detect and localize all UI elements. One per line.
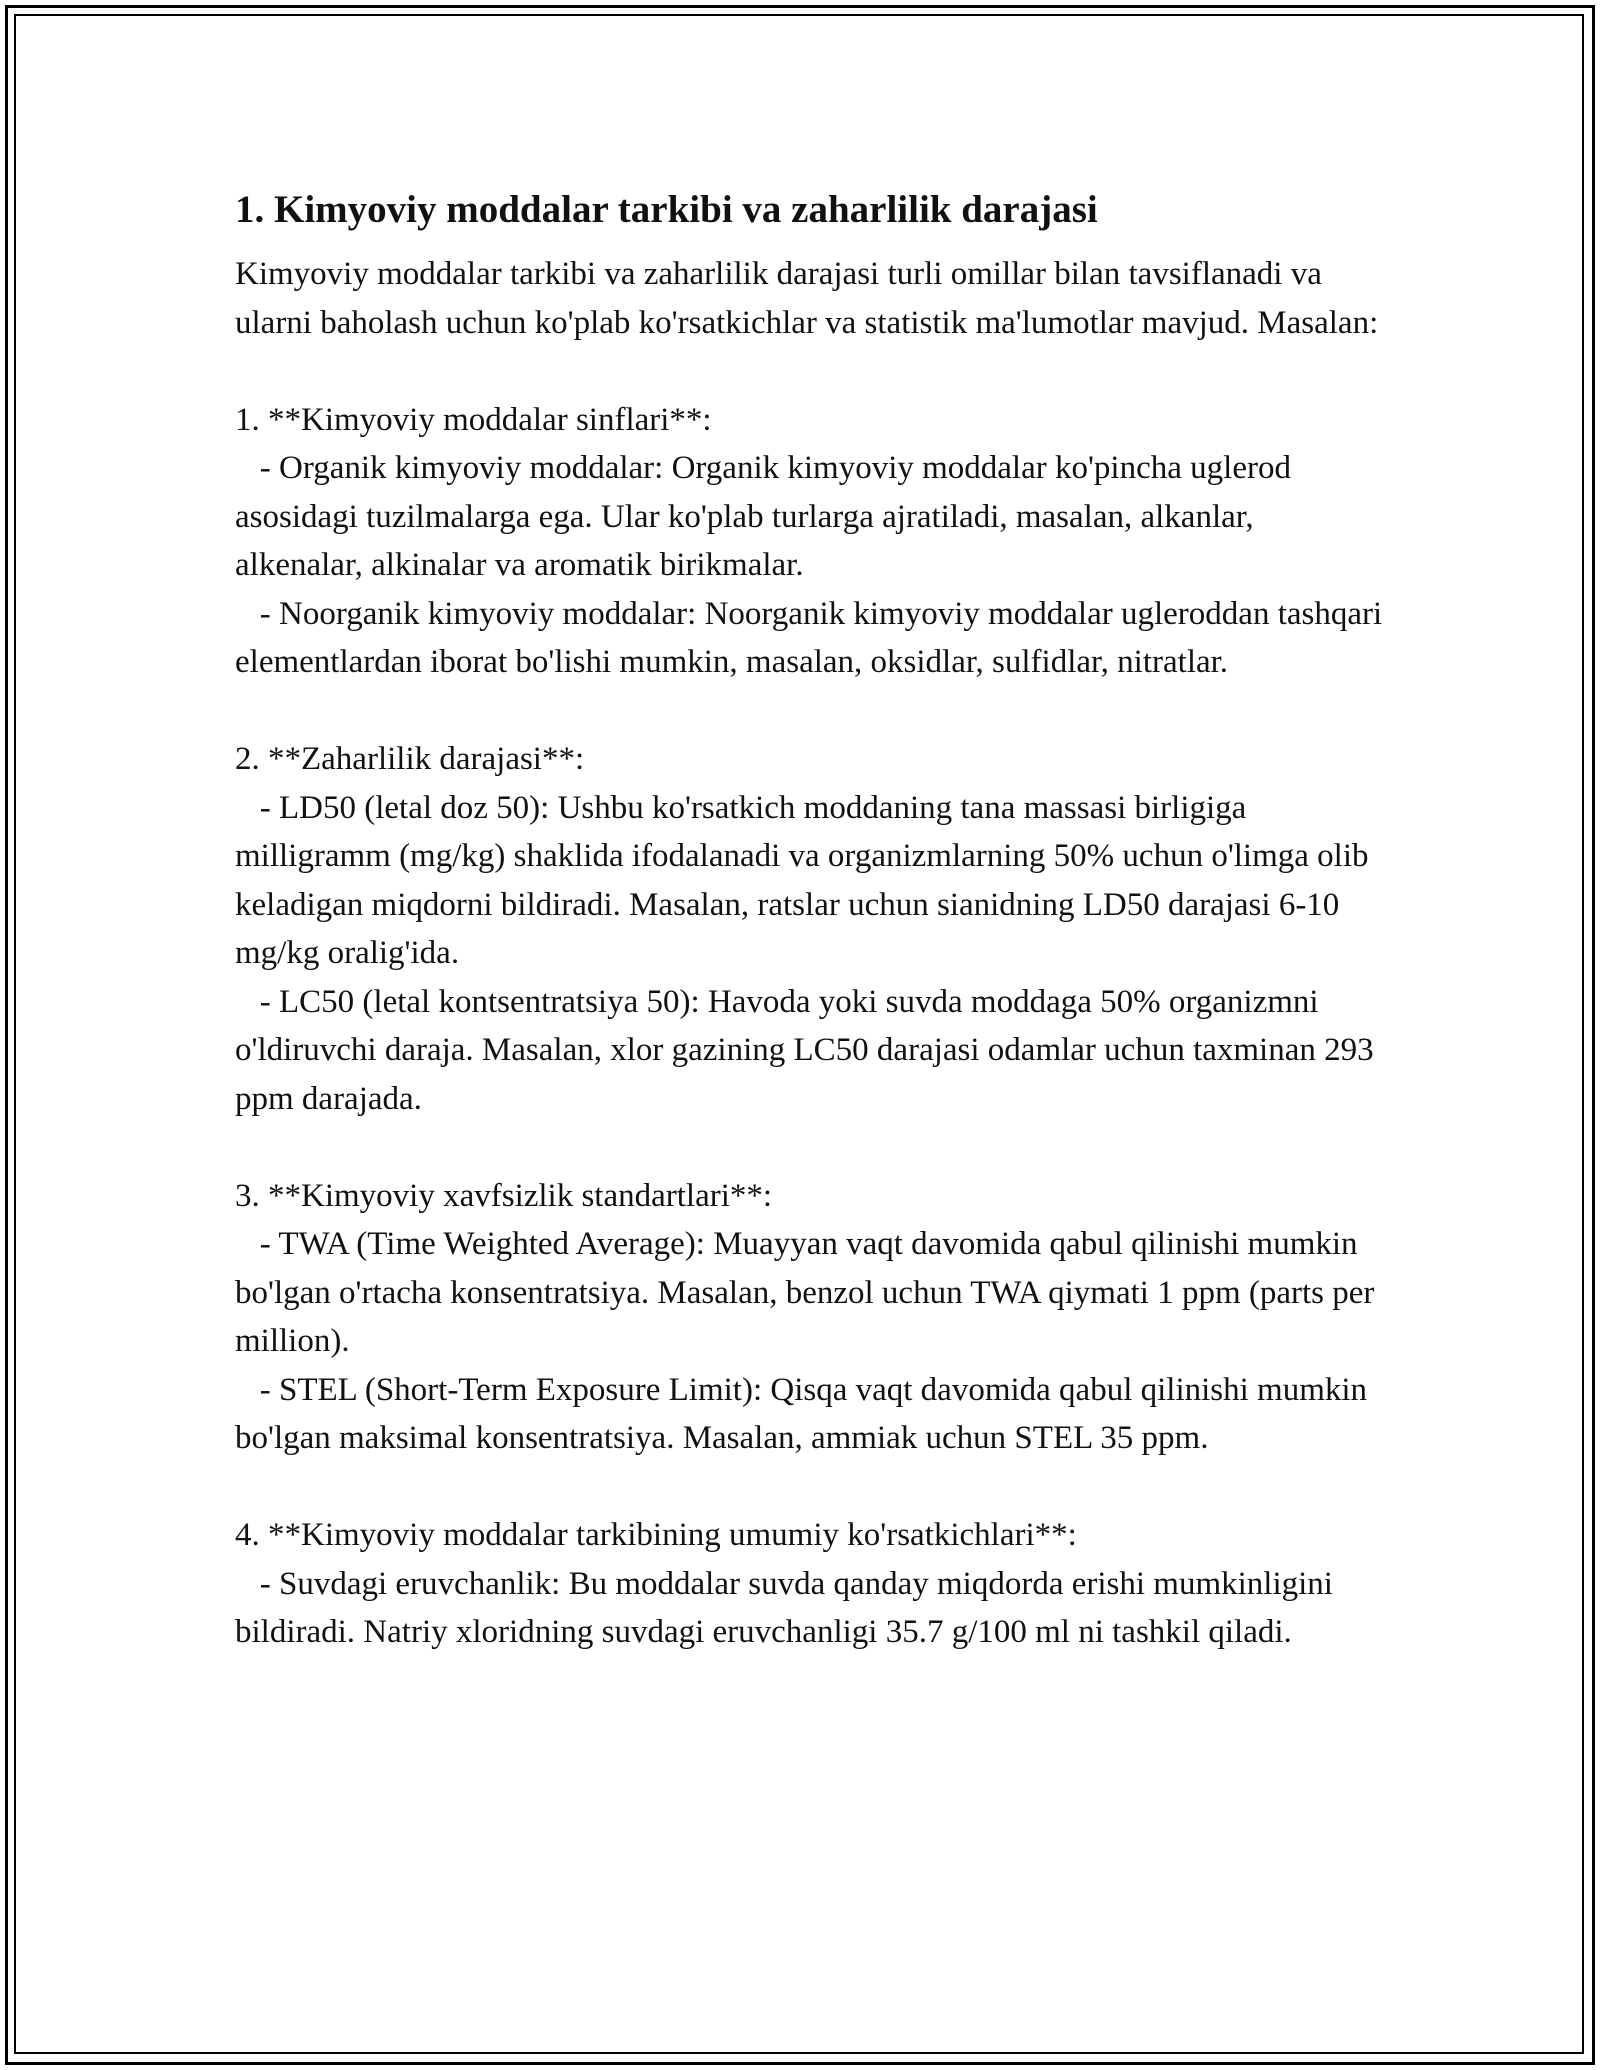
spacer [235, 347, 1385, 396]
list-item-text: - LC50 (letal kontsentratsiya 50): Havoda yoki suvda moddaga 50% organizmni o'ldiruvchi daraja. Masalan, xlor gazining LC50 darajasi odamlar uchun taxminan 293 ppm darajada. [235, 983, 1374, 1117]
document-body [235, 186, 1385, 1657]
section-heading: 1. **Kimyoviy moddalar sinflari**: [235, 401, 712, 438]
section-3 [235, 1172, 1385, 1463]
list-item-text: - Suvdagi eruvchanlik: Bu moddalar suvda qanday miqdorda erishi mumkinligini bildiradi. Natriy xloridning suvdagi eruvchanligi 35.7 g/100 ml ni tashkil qiladi. [235, 1565, 1333, 1650]
section-4 [235, 1511, 1385, 1657]
document-title: 1. Kimyoviy moddalar tarkibi va zaharlilik darajasi [235, 188, 1098, 231]
section-2 [235, 735, 1385, 1123]
intro-paragraph: Kimyoviy moddalar tarkibi va zaharlilik darajasi turli omillar bilan tavsiflanadi va ularni baholash uchun ko'plab ko'rsatkichlar va statistik ma'lumotlar mavjud. Masalan: [235, 256, 1379, 341]
spacer [235, 1463, 1385, 1512]
section-heading: 2. **Zaharlilik darajasi**: [235, 741, 585, 777]
spacer [235, 1123, 1385, 1172]
list-item-text: - Noorganik kimyoviy moddalar: Noorganik kimyoviy moddalar ugleroddan tashqari elementlardan iborat bo'lishi mumkin, masalan, oksidlar, sulfidlar, nitratlar. [235, 595, 1383, 680]
list-item-text: - STEL (Short-Term Exposure Limit): Qisqa vaqt davomida qabul qilinishi mumkin bo'lgan maksimal konsentratsiya. Masalan, ammiak uchun STEL 35 ppm. [235, 1371, 1368, 1456]
list-item [235, 444, 1385, 590]
list-item-text: - Organik kimyoviy moddalar: Organik kimyoviy moddalar ko'pincha uglerod asosidagi tuzilmalarga ega. Ular ko'plab turlarga ajratiladi, masalan, alkanlar, alkenalar, alkinalar va aromatik birikmalar. [235, 450, 1291, 583]
section-1 [235, 396, 1385, 687]
list-item-text: - LD50 (letal doz 50): Ushbu ko'rsatkich moddaning tana massasi birligiga milligramm (mg/kg) shaklida ifodalanadi va organizmlarning 50% uchun o'limga olib keladigan miqdorni bildiradi. Masalan, ratslar uchun sianidning LD50 darajasi 6-10 mg/kg oralig'ida. [235, 789, 1369, 971]
section-heading: 3. **Kimyoviy xavfsizlik standartlari**: [235, 1177, 773, 1214]
list-item [235, 1220, 1385, 1366]
list-item [235, 784, 1385, 978]
list-item [235, 1366, 1385, 1463]
spacer [235, 687, 1385, 736]
list-item-text: - TWA (Time Weighted Average): Muayyan vaqt davomida qabul qilinishi mumkin bo'lgan o'rtacha konsentratsiya. Masalan, benzol uchun TWA qiymati 1 ppm (parts per million). [235, 1226, 1375, 1359]
list-item [235, 1560, 1385, 1657]
list-item [235, 978, 1385, 1124]
list-item [235, 590, 1385, 687]
section-heading: 4. **Kimyoviy moddalar tarkibining umumiy ko'rsatkichlari**: [235, 1517, 1077, 1553]
